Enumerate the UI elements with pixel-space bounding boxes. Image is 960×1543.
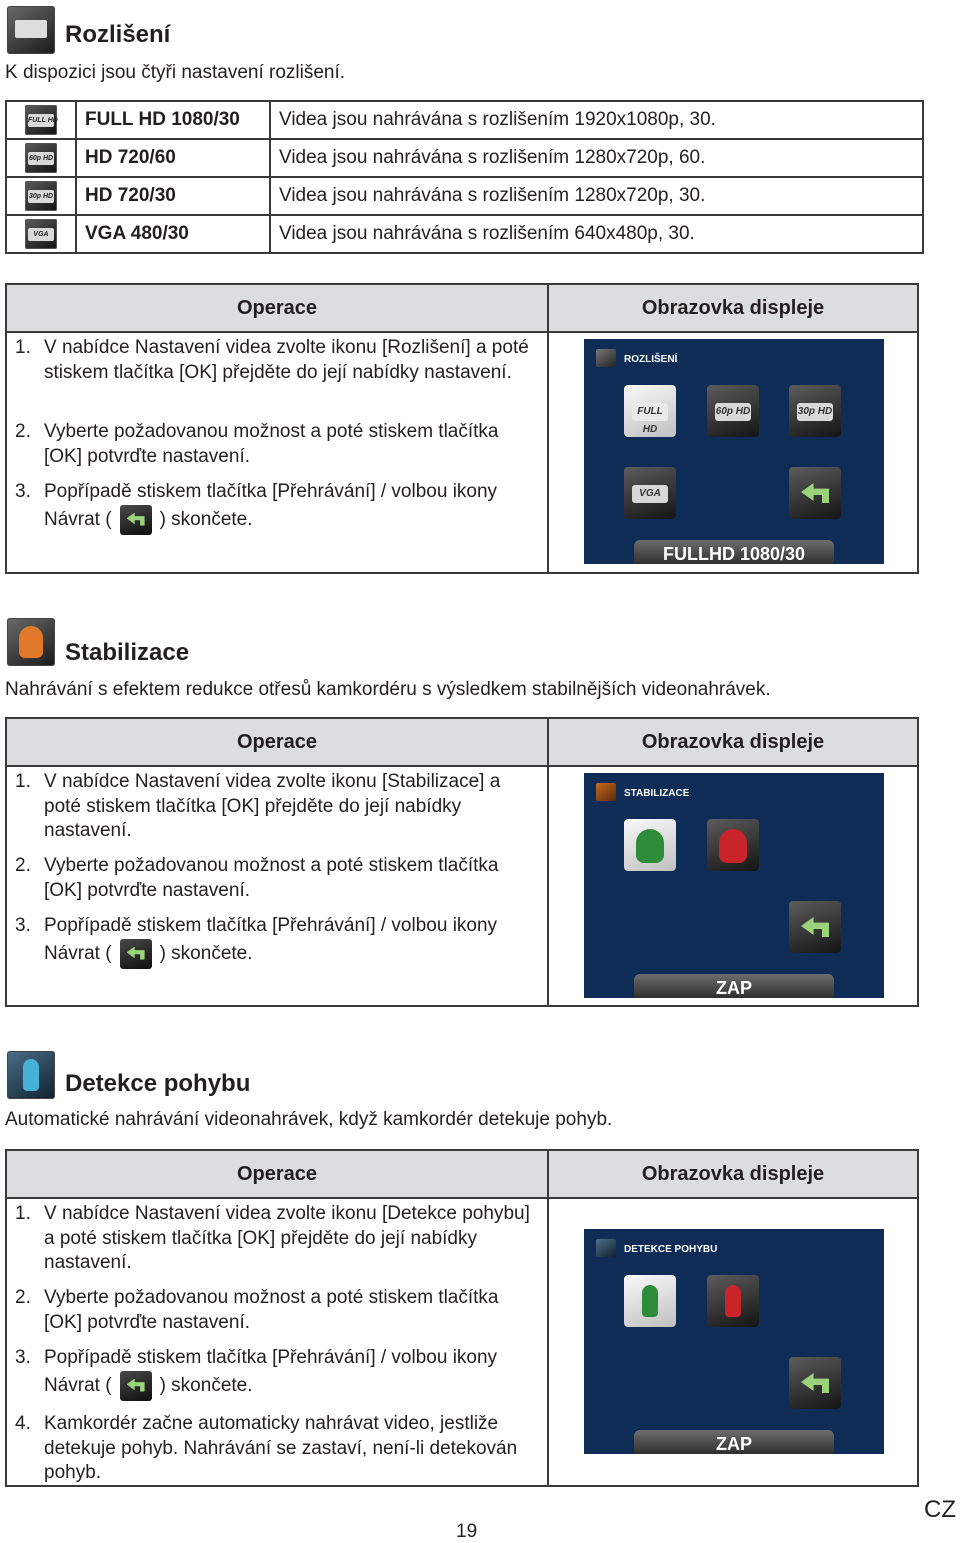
resolution-name: FULL HD 1080/30: [76, 101, 270, 139]
step-3: 3. Popřípadě stiskem tlačítka [Přehrávání] / volbou ikony Návrat ( ) skončete.: [15, 480, 535, 535]
tile-hd-60p: 60p HD: [707, 385, 759, 437]
table-row: [6, 177, 923, 215]
stabilization-on-icon: [707, 819, 759, 871]
selected-option-bar: FULLHD 1080/30: [634, 540, 834, 564]
section-title-motion-detection: Detekce pohybu: [65, 1070, 251, 1097]
section-title-resolution: Rozlišení: [65, 21, 171, 48]
resolution-description: Videa jsou nahrávána s rozlišením 1920x1080p, 30.: [270, 101, 923, 139]
return-icon: [789, 1357, 841, 1409]
screen-title: STABILIZACE: [624, 788, 690, 799]
table-row: [6, 101, 923, 139]
return-icon: [789, 467, 841, 519]
return-icon: [120, 1371, 152, 1401]
screen-header: Obrazovka displeje: [641, 297, 825, 319]
operation-header: Operace: [236, 731, 318, 753]
screen-title: DETEKCE POHYBU: [624, 1244, 718, 1255]
motion-detection-section-icon: [7, 1051, 55, 1099]
hd-30p-icon: 30p HD: [25, 181, 57, 211]
motion-detection-operation-table: [5, 1149, 919, 1487]
motion-detection-on-icon: [707, 1275, 759, 1327]
step-3: 3. Popřípadě stiskem tlačítka [Přehrávání] / volbou ikony Návrat ( ) skončete.: [15, 1346, 535, 1401]
return-icon: [120, 939, 152, 969]
stabilization-section-icon: [7, 618, 55, 666]
resolution-name: HD 720/60: [76, 139, 270, 177]
table-row: [6, 139, 923, 177]
tile-full-hd: FULL HD: [624, 385, 676, 437]
resolution-name: HD 720/30: [76, 177, 270, 215]
section-intro-motion-detection: Automatické nahrávání videonahrávek, když kamkordér detekuje pohyb.: [5, 1109, 613, 1130]
stabilization-off-icon: [624, 819, 676, 871]
resolution-description: Videa jsou nahrávána s rozlišením 1280x720p, 30.: [270, 177, 923, 215]
full-hd-icon: FULL HD: [25, 105, 57, 135]
resolution-name: VGA 480/30: [76, 215, 270, 253]
display-screen-motion-detection: [584, 1229, 884, 1454]
section-title-stabilization: Stabilizace: [65, 639, 190, 666]
stabilization-menu-icon: [596, 783, 616, 801]
resolution-description: Videa jsou nahrávána s rozlišením 1280x720p, 60.: [270, 139, 923, 177]
return-icon: [789, 901, 841, 953]
vga-icon: VGA: [25, 219, 57, 249]
display-screen-stabilization: [584, 773, 884, 998]
step-1: 1. V nabídce Nastavení videa zvolte ikonu [Detekce pohybu] a poté stiskem tlačítka [OK] přejděte do její nabídky nastavení.: [15, 1203, 530, 1273]
section-intro-stabilization: Nahrávání s efektem redukce otřesů kamkordéru s výsledkem stabilnějších videonahrávek.: [5, 679, 771, 700]
resolution-table: [5, 100, 924, 254]
step-1: 1. V nabídce Nastavení videa zvolte ikonu [Rozlišení] a poté stiskem tlačítka [OK] přejděte do její nabídky nastavení.: [15, 337, 529, 383]
table-row: [6, 215, 923, 253]
selected-option-bar: ZAP: [634, 1430, 834, 1454]
step-2: 2. Vyberte požadovanou možnost a poté stiskem tlačítka [OK] potvrďte nastavení.: [15, 421, 499, 467]
language-tag: CZ: [924, 1496, 956, 1523]
step-1: 1. V nabídce Nastavení videa zvolte ikonu [Stabilizace] a poté stiskem tlačítka [OK] přejděte do její nabídky nastavení.: [15, 771, 501, 841]
step-3: 3. Popřípadě stiskem tlačítka [Přehrávání] / volbou ikony Návrat ( ) skončete.: [15, 914, 535, 969]
step-2: 2. Vyberte požadovanou možnost a poté stiskem tlačítka [OK] potvrďte nastavení.: [15, 1287, 499, 1333]
selected-option-bar: ZAP: [634, 974, 834, 998]
tile-vga: VGA: [624, 467, 676, 519]
hd-60p-icon: 60p HD: [25, 143, 57, 173]
resolution-menu-icon: [596, 349, 616, 367]
resolution-operation-table: [5, 283, 919, 574]
section-intro-resolution: K dispozici jsou čtyři nastavení rozlišení.: [5, 62, 346, 83]
step-4: 4. Kamkordér začne automaticky nahrávat video, jestliže detekuje pohyb. Nahrávání se zastaví, není-li detekován pohyb.: [15, 1413, 518, 1483]
display-screen-resolution: [584, 339, 884, 564]
resolution-section-icon: [7, 6, 55, 54]
motion-detection-menu-icon: [596, 1239, 616, 1257]
screen-header: Obrazovka displeje: [641, 731, 825, 753]
screen-title: ROZLIŠENÍ: [624, 354, 678, 365]
operation-header: Operace: [236, 297, 318, 319]
motion-detection-off-icon: [624, 1275, 676, 1327]
stabilization-operation-table: [5, 717, 919, 1007]
return-icon: [120, 505, 152, 535]
step-2: 2. Vyberte požadovanou možnost a poté stiskem tlačítka [OK] potvrďte nastavení.: [15, 855, 499, 901]
tile-hd-30p: 30p HD: [789, 385, 841, 437]
operation-header: Operace: [236, 1163, 318, 1185]
resolution-description: Videa jsou nahrávána s rozlišením 640x480p, 30.: [270, 215, 923, 253]
screen-header: Obrazovka displeje: [641, 1163, 825, 1185]
page-number: 19: [456, 1521, 478, 1542]
